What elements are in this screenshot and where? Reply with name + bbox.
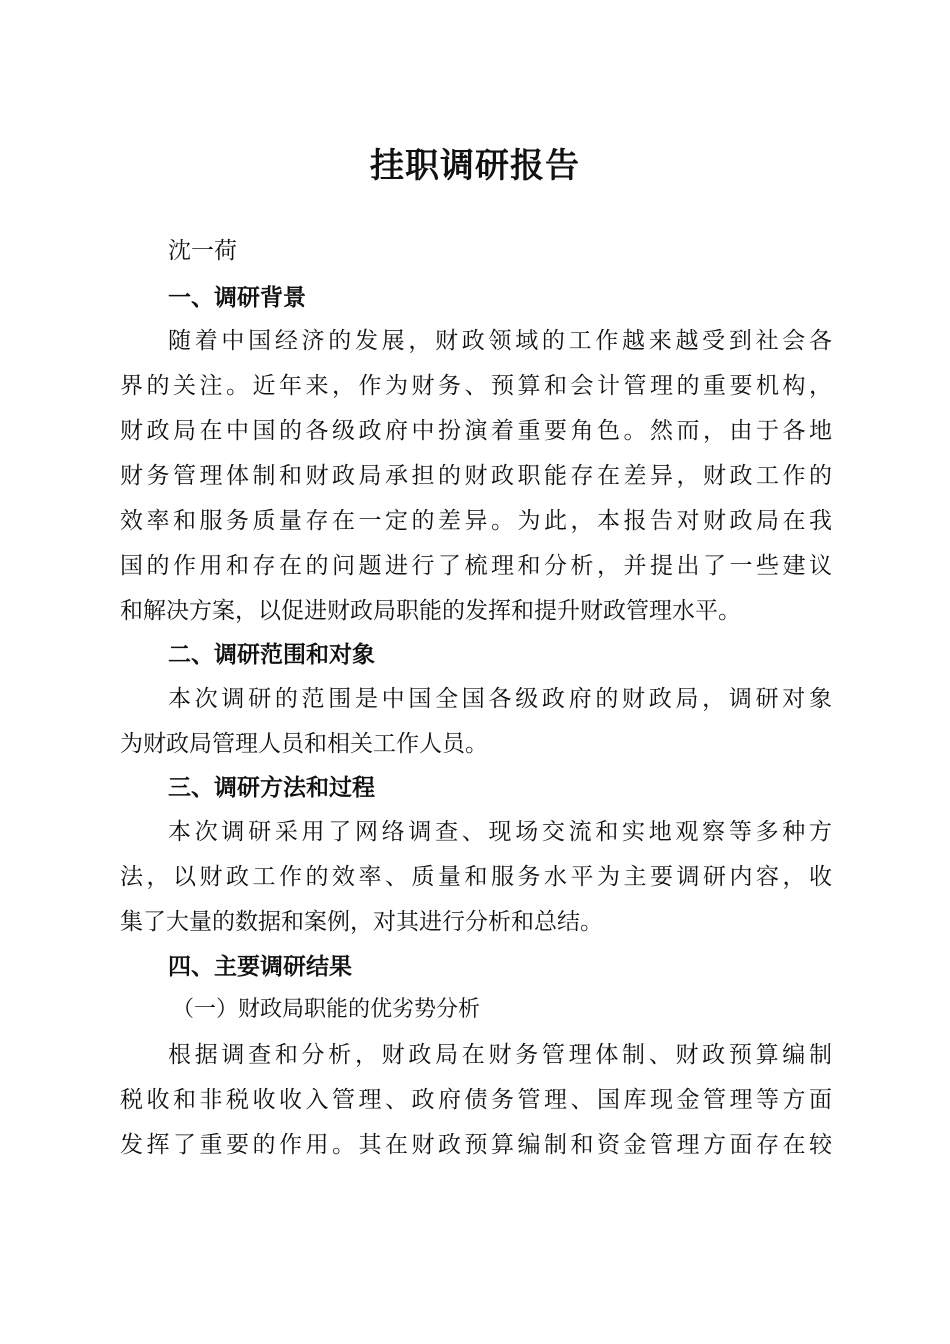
section-heading-background: 一、调研背景 — [168, 285, 306, 311]
paragraph-line: 本次调研的范围是中国全国各级政府的财政局，调研对象 — [168, 686, 832, 712]
paragraph-line: 财务管理体制和财政局承担的财政职能存在差异，财政工作的 — [120, 463, 832, 489]
paragraph-line: 本次调研采用了网络调查、现场交流和实地观察等多种方 — [168, 819, 832, 845]
subsection-heading: （一）财政局职能的优劣势分析 — [172, 997, 481, 1022]
paragraph-line: 法，以财政工作的效率、质量和服务水平为主要调研内容，收 — [120, 864, 832, 890]
paragraph-line: 效率和服务质量存在一定的差异。为此，本报告对财政局在我 — [120, 508, 832, 534]
paragraph-line: 为财政局管理人员和相关工作人员。 — [120, 731, 488, 757]
section-heading-results: 四、主要调研结果 — [168, 954, 352, 980]
paragraph-line: 财政局在中国的各级政府中扮演着重要角色。然而，由于各地 — [120, 418, 832, 444]
paragraph-line: 发挥了重要的作用。其在财政预算编制和资金管理方面存在较 — [120, 1132, 832, 1158]
paragraph-line: 随着中国经济的发展，财政领域的工作越来越受到社会各 — [168, 328, 832, 354]
paragraph-line: 根据调查和分析，财政局在财务管理体制、财政预算编制 — [168, 1042, 832, 1068]
paragraph-line: 界的关注。近年来，作为财务、预算和会计管理的重要机构， — [120, 373, 832, 399]
author-name: 沈一荷 — [168, 238, 237, 264]
document-title: 挂职调研报告 — [370, 146, 580, 186]
paragraph-line: 国的作用和存在的问题进行了梳理和分析，并提出了一些建议 — [120, 553, 832, 579]
paragraph-line: 和解决方案，以促进财政局职能的发挥和提升财政管理水平。 — [120, 598, 741, 624]
paragraph-line: 集了大量的数据和案例，对其进行分析和总结。 — [120, 909, 603, 935]
paragraph-line: 税收和非税收收入管理、政府债务管理、国库现金管理等方面 — [120, 1087, 832, 1113]
section-heading-method: 三、调研方法和过程 — [168, 775, 375, 801]
section-heading-scope: 二、调研范围和对象 — [168, 642, 375, 668]
